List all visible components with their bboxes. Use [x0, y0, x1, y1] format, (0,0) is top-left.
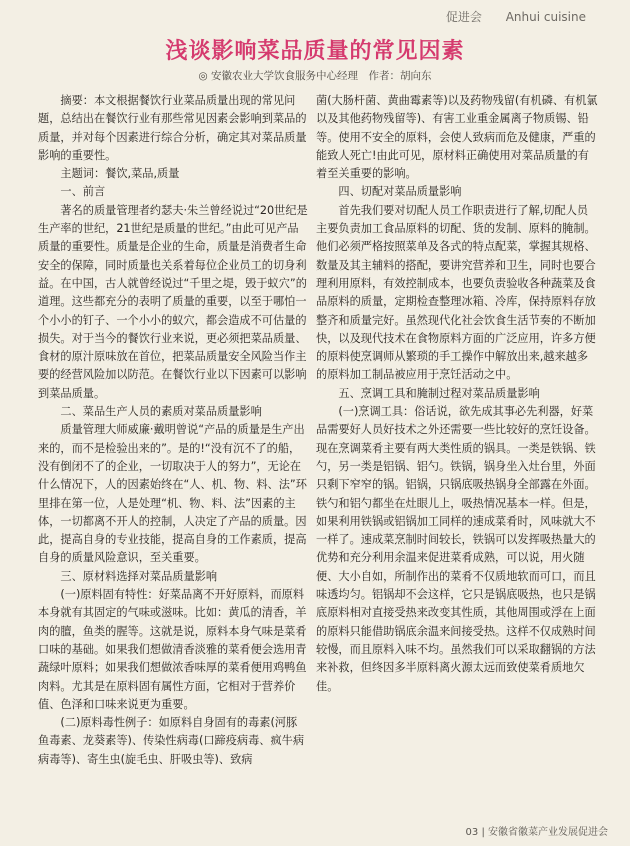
keywords: 主题词：餐饮,菜品,质量	[60, 167, 180, 181]
header-brand: Anhui cuisine	[505, 10, 586, 24]
page-header	[426, 8, 586, 25]
body-paragraph: 首先我们要对切配人员工作职责进行了解,切配人员主要负责加工食品原料的切配、货的发制、原料的腌制。他们必须严格按照菜单及各式的特点配菜，掌握其规格、数量及其主辅料的搭配，要讲究营养和卫生，同时也要合理利用原料，有效控制成本，也要负责验收各种蔬菜及食品原料的质量，定期检查整理冰箱、冷库，保持原料存放整齐和质量完好。虽然现代化社会饮食生活节奏的不断加快，以及现代技术在食物原料方面的广泛应用，许多方便的原料使烹调师从繁琐的手工操作中解放出来,越来越多的原料加工制品被应用于烹饪活动之中。	[316, 203, 596, 382]
section-heading: 一、前言	[60, 185, 106, 199]
article-title: 浅谈影响菜品质量的常见因素	[165, 39, 465, 64]
page-footer: 03 | 安徽省徽菜产业发展促进会	[465, 827, 608, 838]
body-paragraph: 质量管理大师威廉·戴明曾说“产品的质量是生产出来的，而不是检验出来的”。是的!“没有沉不了的船，没有倒闭不了的企业，一切取决于人的努力”，无论在什么情况下，人的因素始终在“人、机、物、料、法”环里排在第一位，人是处理“机、物、料、法”因素的主体，一切都离不开人的控制，人决定了产品的质量。因此，提高自身的专业技能，提高自身的工作素质，提高自身的质量风险意识，至关重要。	[38, 423, 307, 565]
section-heading: 五、烹调工具和腌制过程对菜品质量影响	[338, 386, 540, 400]
body-paragraph: (二)原料毒性例子：如原料自身固有的毒素(河豚鱼毒素、龙葵素等)、传染性病毒(口蹄疫病毒、疯牛病病毒等)、寄生虫(旋毛虫、肝吸虫等)、致病	[38, 716, 305, 766]
left-column	[38, 92, 308, 769]
section-heading: 二、菜品生产人员的素质对菜品质量影响	[60, 405, 262, 419]
body-paragraph: (一)烹调工具：俗话说，欲先成其事必先利器，好菜品需要好人员好技术之外还需要一些比较好的烹饪设备。现在烹调菜肴主要有两大类性质的锅具。一类是铁锅、铁勺，另一类是铝锅、铝勺。铁锅，锅身坐入灶台里，外面只剩下窄窄的锅。铝锅，只锅底吸热锅身全部露在外面。铁勺和铝勺都坐在灶眼儿上，吸热情况基本一样。但是，如果利用铁锅或铝锅加工同样的速成菜肴时，风味就大不一样了。速成菜烹制时间较长，铁锅可以发挥吸热量大的优势和充分利用余温来促进菜肴成熟，可以说，用火随便、大小自如，所制作出的菜肴不仅质地软而可口，而且味透均匀。铝锅却不会这样，它只是锅底吸热，也只是锅底原料相对直接受热来改变其性质，其他周围或浮在上面的原料只能借助锅底余温来间接受热。这样不仅成熟时间较慢，而且原料入味不均。虽然我们可以采取翻锅的方法来补救，但终因多半原料离火源太远而致使菜肴质地欠佳。	[316, 405, 596, 693]
body-paragraph: (一)原料固有特性：好菜品离不开好原料，而原料本身就有其固定的气味或滋味。比如：黄瓜的清香，羊肉的膻，鱼类的腥等。这就是说，原料本身气味是菜肴口味的基础。如果我们想做清香淡雅的菜肴便会选用青蔬绿叶原料；如果我们想做浓香味厚的菜肴便用鸡鸭鱼肉料。尤其是在原料固有属性方面，它相对于营养价值、色泽和口味来说更为重要。	[38, 588, 307, 711]
right-column	[316, 92, 598, 696]
article-byline: ◎ 安徽农业大学饮食服务中心经理 作者：胡向东	[198, 70, 432, 82]
section-heading: 三、原材料选择对菜品质量影响	[60, 569, 218, 583]
header-section: 促进会	[445, 10, 482, 24]
body-paragraph: 著名的质量管理者约瑟夫·朱兰曾经说过“20世纪是生产率的世纪，21世纪是质量的世纪。”由此可见产品质量的重要性。质量是企业的生命，质量是消费者生命安全的保障，同时质量也关系着每位企业员工的切身利益。在中国，古人就曾经说过“千里之堤，毁于蚁穴”的道理。这些都充分的表明了质量的重要，以至于哪怕一个小小的钉子、一个小小的蚁穴，都会造成不可估量的损失。对于当今的餐饮行业来说，更必须把菜品质量、食材的原汁原味放在首位，把菜品质量安全风险当作主要的经营风险加以防范。在餐饮行业以下因素可以影响到菜品质量。	[38, 203, 308, 400]
body-paragraph: 菌(大肠杆菌、黄曲霉素等)以及药物残留(有机磷、有机氯以及其他药物残留等)、有害工业重金属离子物质锡、铅等。使用不安全的原料，会使人致病而危及健康，严重的能致人死亡!由此可见，原材料正确使用对菜品质量的有着至关重要的影响。	[316, 94, 598, 181]
abstract-paragraph: 摘要：本文根据餐饮行业菜品质量出现的常见问题，总结出在餐饮行业有那些常见因素会影响到菜品的质量，并对每个因素进行综合分析，确定其对菜品质量影响的重要性。	[38, 94, 307, 162]
section-heading: 四、切配对菜品质量影响	[338, 185, 462, 199]
